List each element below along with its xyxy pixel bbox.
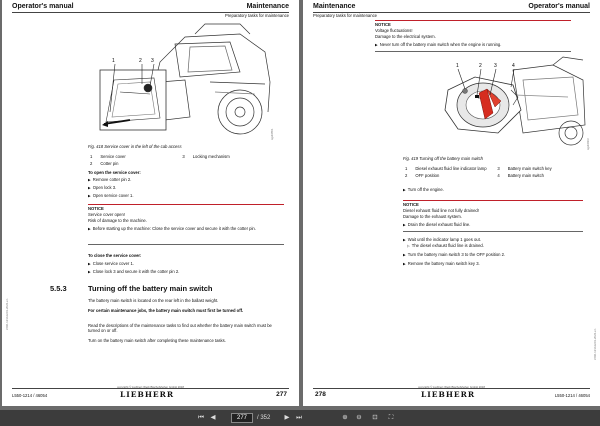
figure-caption: Fig. 419 Turning off the battery main switch [403,156,483,161]
notice-bar [88,204,284,205]
first-page-icon[interactable]: ⏮ [198,414,204,421]
side-code: L586-1214-E/01-2022-en [5,298,9,330]
close-step-2: ▶ Close lock 3 and secure it with the cotter pin 2. [88,269,180,274]
page-number-input[interactable]: 277 [231,413,253,423]
notice-title: NOTICE [88,206,104,211]
para-must-turn-off: For certain maintenance jobs, the battery main switch must first be turned off. [88,308,244,313]
open-step-1: ▶ Remove cotter pin 2. [88,177,132,182]
callout-3: 3 [151,58,154,64]
notice2-line-1: Diesel exhaust fluid line not fully drained! [403,208,479,213]
notice-end-rule [88,244,284,245]
next-page-icon[interactable]: ▶ [284,414,290,421]
section-title: Turning off the battery main switch [88,284,213,293]
figure-service-cover [90,22,275,142]
callout-3: 3 [494,63,497,69]
close-title: To close the service cover: [88,253,142,258]
notice-line-2: Risk of damage to the machine. [88,218,147,223]
notice2-bar [403,200,583,201]
page-number: 278 [315,391,326,398]
notice-step: ▶ Never turn off the battery main switch when the engine is running. [375,42,502,47]
page-header [313,3,590,10]
step-turn-switch: ▶ Turn the battery main switch 3 to the OFF position 2. [403,252,506,257]
notice-step: ▶ Before starting up the machine: Close the service cover and secure it with the cotter pin. [88,226,256,231]
section-number: 5.5.3 [50,284,67,293]
notice-line-2: Damage to the electrical system. [375,34,436,39]
footer-doc-number: L550-1214 / 46054 [12,393,48,398]
zoom-in-icon[interactable]: ⊕ [342,414,348,421]
open-step-3: ▶ Open service cover 1. [88,193,134,198]
manual-title: Operator's manual [12,3,74,10]
right-page [303,0,600,406]
total-pages: / 352 [257,415,271,421]
footer-rule [313,388,590,389]
side-code: L586-1214-E/01-2022-en [593,328,597,360]
viewer-toolbar [0,410,600,426]
fit-page-icon[interactable]: ⊡ [372,414,378,421]
para-location: The battery main switch is located on the rear left in the ballast weight. [88,298,219,303]
header-subtitle: Preparatory tasks for maintenance [224,13,289,18]
liebherr-logo: LIEBHERR [421,390,476,399]
notice-line-1: Voltage fluctuations! [375,28,413,33]
callout-1: 1 [112,58,115,64]
callout-4: 4 [512,63,515,69]
notice-line-1: Service cover open! [88,212,126,217]
footer-doc-number: L550-1214 / 46054 [554,393,590,398]
step-wait: ▶ Wait until the indicator lamp 1 goes out. [403,237,481,242]
header-subtitle: Preparatory tasks for maintenance [313,13,378,18]
close-step-1: ▶ Close service cover 1. [88,261,134,266]
prev-page-icon[interactable]: ◀ [210,414,216,421]
liebherr-logo: LIEBHERR [120,390,175,399]
callout-2: 2 [479,63,482,69]
fullscreen-icon[interactable]: ⛶ [388,414,394,421]
last-page-icon[interactable]: ⏭ [296,414,302,421]
chapter-title: Maintenance [246,3,289,10]
figure-battery-switch [403,55,588,150]
figure-legend: 1 Diesel exhaust fluid line indicator lamp 3 Battery main switch key 2 OFF position 4 Battery main switch [405,166,552,179]
figure-code: sgdh83/3 [586,138,590,150]
figure-caption: Fig. 418 Service cover in the left of the cab access [88,144,182,149]
callout-1: 1 [456,63,459,69]
notice-end-rule [375,51,571,52]
footer-copyright: copyright © Liebherr-Werk Bischofshofen GmbH 2018 [418,385,485,389]
step-engine-off: ▶ Turn off the engine. [403,187,444,192]
left-page [2,0,299,406]
open-step-2: ▶ Open lock 3. [88,185,117,190]
para-read-descriptions: Read the descriptions of the maintenance tasks to find out whether the battery main switch must be turned on or off. [88,323,272,334]
step-result: ▷ The diesel exhaust fluid line is drained. [407,243,484,248]
notice2-end-rule [403,231,583,232]
notice2-title: NOTICE [403,202,419,207]
page-header [12,3,289,10]
open-title: To open the service cover: [88,170,141,175]
figure-code: sgdh85/1 [270,128,274,140]
notice2-line-2: Damage to the exhaust system. [403,214,462,219]
callout-2: 2 [139,58,142,64]
page-number: 277 [276,391,287,398]
notice-title: NOTICE [375,22,391,27]
para-turn-on: Turn on the battery main switch after completing these maintenance tasks. [88,338,226,343]
notice-bar [375,20,571,21]
notice2-step: ▶ Drain the diesel exhaust fluid line. [403,222,471,227]
step-remove-key: ▶ Remove the battery main switch key 3. [403,261,480,266]
chapter-title: Maintenance [313,3,356,10]
zoom-out-icon[interactable]: ⊖ [356,414,362,421]
manual-title: Operator's manual [528,3,590,10]
footer-rule [12,388,289,389]
footer-copyright: copyright © Liebherr-Werk Bischofshofen GmbH 2018 [117,385,184,389]
figure-legend: 1 Service cover 3 Locking mechanism 2 Cotter pin [90,154,230,167]
